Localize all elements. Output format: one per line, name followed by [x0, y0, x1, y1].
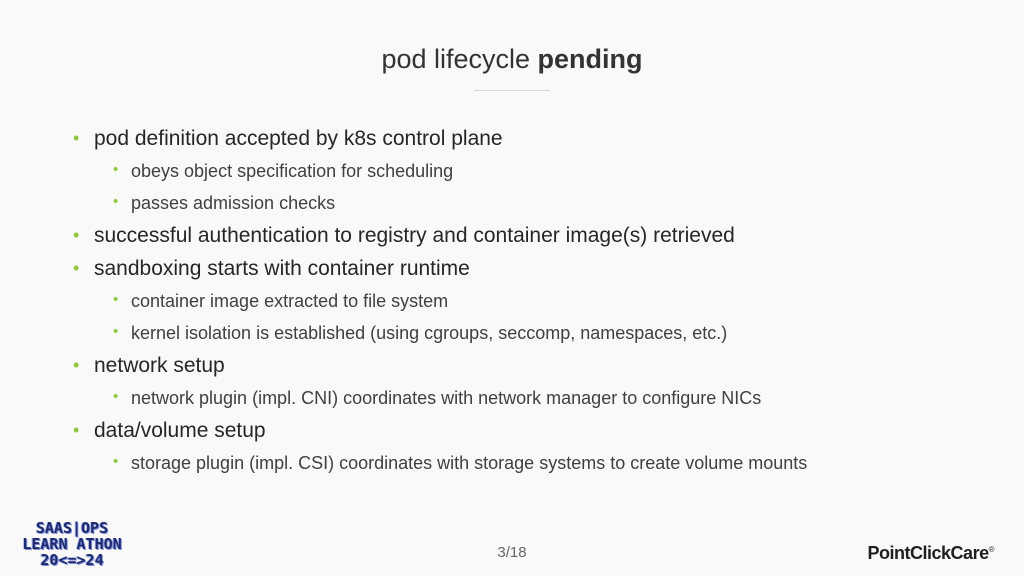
pointclickcare-logo — [868, 543, 994, 564]
bullet-text: network plugin (impl. CNI) coordinates with network manager to configure NICs — [131, 388, 762, 408]
brand-registered-mark: ® — [988, 545, 994, 554]
bullet-list — [73, 122, 1003, 479]
bullet-item — [73, 252, 1003, 285]
bullet-text: container image extracted to file system — [131, 291, 449, 311]
bullet-dot-icon: • — [73, 420, 80, 440]
slide-title-bold: pending — [537, 44, 643, 75]
bullet-dot-icon: • — [113, 161, 119, 178]
sub-bullet-item — [73, 382, 1003, 414]
bullet-text: data/volume setup — [94, 419, 266, 442]
bullet-text: successful authentication to registry and container image(s) retrieved — [94, 224, 735, 247]
sub-bullet-item — [73, 447, 1003, 479]
bullet-dot-icon: • — [73, 225, 80, 245]
bullet-text: obeys object specification for scheduling — [131, 161, 454, 181]
title-divider — [474, 90, 550, 91]
bullet-text: passes admission checks — [131, 193, 336, 213]
bullet-item — [73, 122, 1003, 155]
sub-bullet-item — [73, 317, 1003, 349]
sub-bullet-item — [73, 187, 1003, 219]
sub-bullet-item — [73, 285, 1003, 317]
bullet-item — [73, 414, 1003, 447]
bullet-text: sandboxing starts with container runtime — [94, 257, 470, 280]
bullet-dot-icon: • — [113, 323, 119, 340]
bullet-dot-icon: • — [73, 128, 80, 148]
bullet-dot-icon: • — [73, 355, 80, 375]
bullet-text: pod definition accepted by k8s control plane — [94, 127, 503, 150]
bullet-dot-icon: • — [113, 291, 119, 308]
event-logo-line: LEARN ATHON — [22, 535, 122, 553]
sub-bullet-item — [73, 155, 1003, 187]
bullet-text: kernel isolation is established (using cgroups, seccomp, namespaces, etc.) — [131, 323, 728, 343]
bullet-dot-icon: • — [113, 453, 119, 470]
bullet-item — [73, 349, 1003, 382]
bullet-text: storage plugin (impl. CSI) coordinates with storage systems to create volume mounts — [131, 453, 808, 473]
brand-name: PointClickCare — [867, 543, 989, 563]
page-number: 3/18 — [497, 544, 527, 561]
bullet-dot-icon: • — [113, 193, 119, 210]
bullet-text: network setup — [94, 354, 225, 377]
event-logo-line: 20<=>24 — [40, 551, 104, 569]
event-logo-line: SAAS|OPS — [35, 519, 109, 537]
slide-title-plain: pod lifecycle — [381, 44, 538, 75]
bullet-item — [73, 219, 1003, 252]
bullet-dot-icon: • — [113, 388, 119, 405]
bullet-dot-icon: • — [73, 258, 80, 278]
slide-title — [0, 44, 1024, 75]
